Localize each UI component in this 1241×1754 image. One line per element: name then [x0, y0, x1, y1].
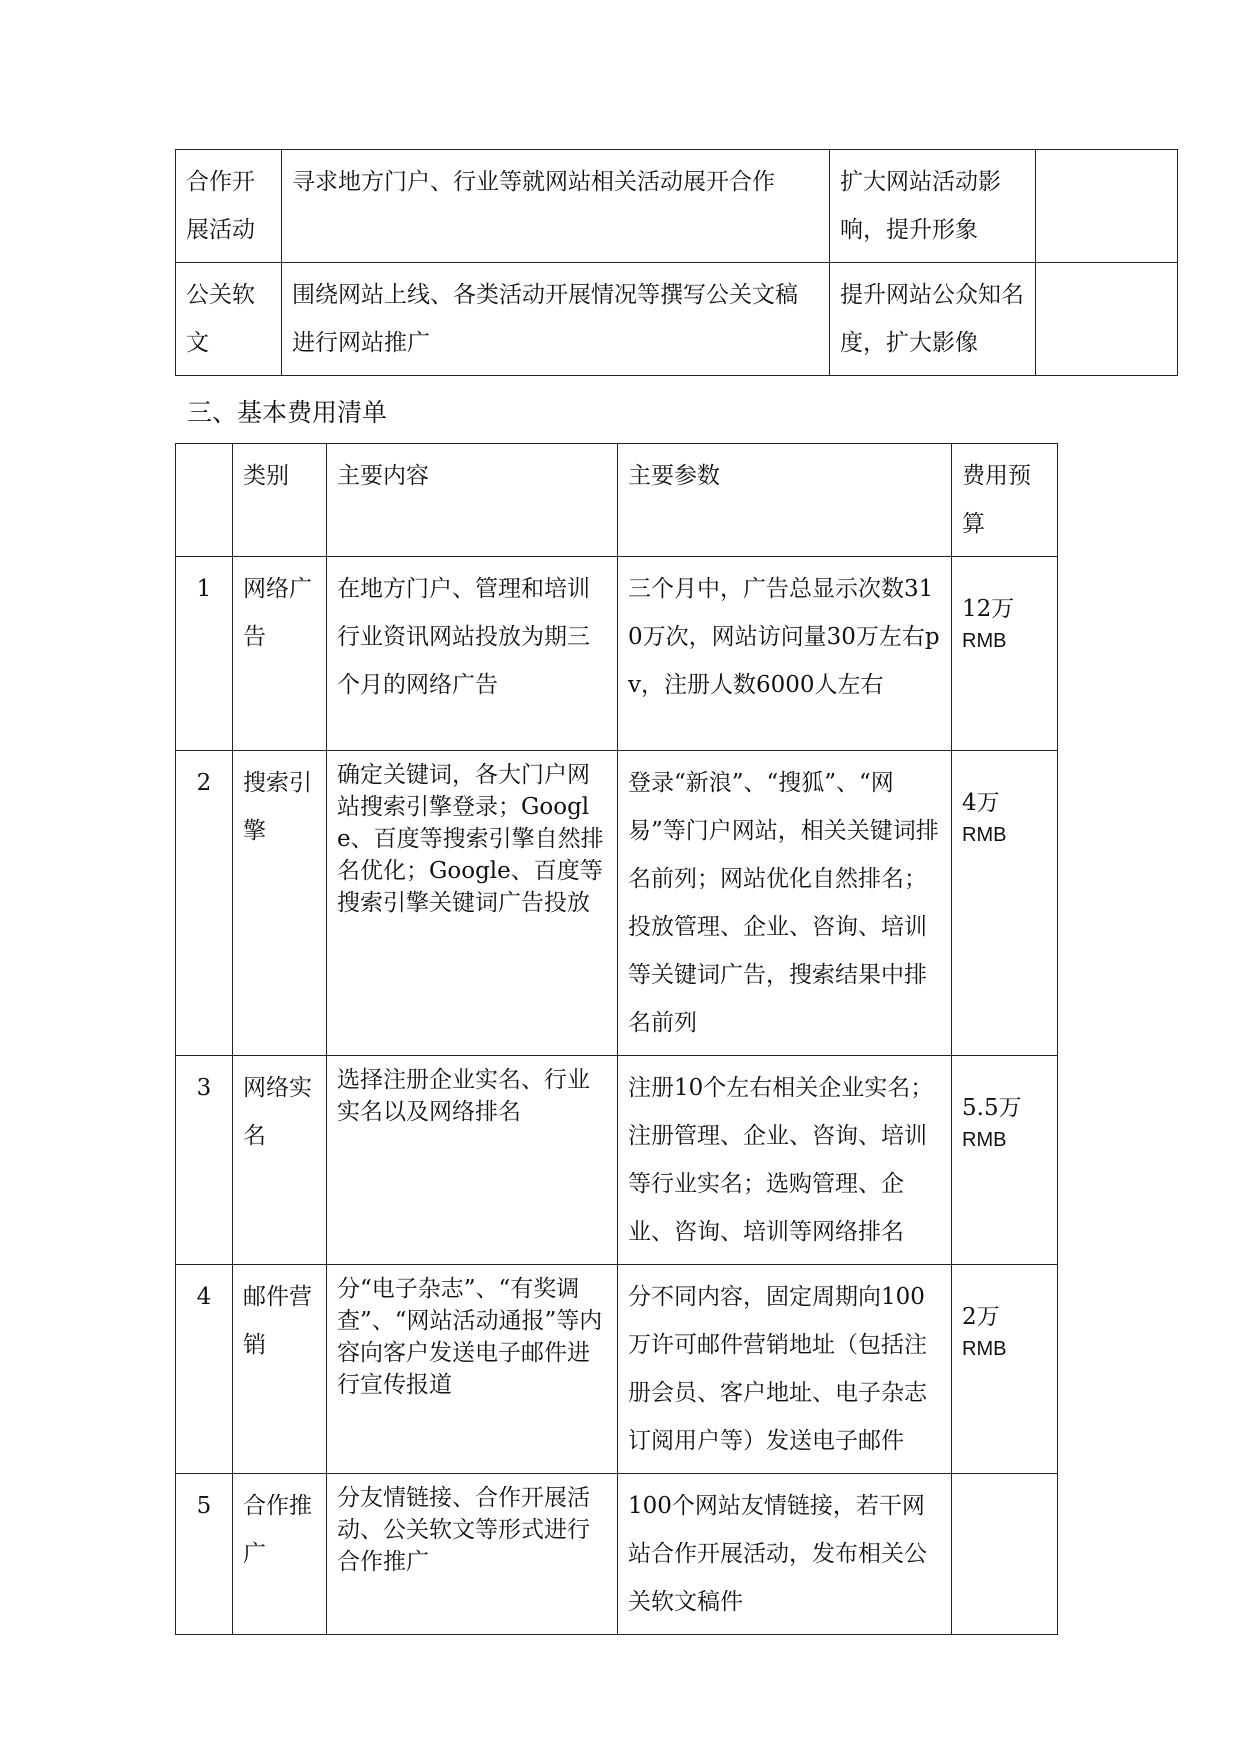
row-params: 注册10个左右相关企业实名；注册管理、企业、咨询、培训等行业实名；选购管理、企业、咨询、培训等网络排名	[628, 1075, 934, 1245]
row-params: 分不同内容，固定周期向100万许可邮件营销地址（包括注册会员、客户地址、电子杂志订阅用户等）发送电子邮件	[628, 1284, 927, 1454]
cost-table	[175, 443, 1058, 1635]
row-params: 100个网站友情链接，若干网站合作开展活动，发布相关公关软文稿件	[628, 1493, 927, 1615]
row-category: 搜索引擎	[243, 770, 312, 844]
header-index	[176, 444, 232, 460]
row-budget	[952, 1056, 1057, 1164]
row-category: 网络广告	[243, 576, 312, 650]
row-content: 分“电子杂志”、“有奖调查”、“网站活动通报”等内容向客户发送电子邮件进行宣传报道	[337, 1276, 603, 1398]
budget-currency: RMB	[962, 1338, 1007, 1360]
table-header-row	[176, 444, 1058, 557]
header-content: 主要内容	[337, 463, 429, 489]
row-category: 合作推广	[243, 1493, 312, 1567]
row-params: 三个月中，广告总显示次数310万次，网站访问量30万左右pv，注册人数6000人左右	[628, 576, 940, 698]
section-heading: 三、基本费用清单	[187, 398, 388, 427]
budget-amount: 12万	[962, 596, 1015, 622]
row-content: 分友情链接、合作开展活动、公关软文等形式进行合作推广	[337, 1485, 590, 1575]
row-budget	[952, 1474, 1057, 1518]
row-category: 邮件营销	[243, 1284, 312, 1358]
row-effect: 提升网站公众知名度，扩大影像	[840, 282, 1024, 356]
table-row	[176, 150, 1178, 263]
budget-amount: 2万	[962, 1304, 1000, 1330]
row-name: 公关软文	[186, 282, 255, 356]
budget-currency: RMB	[962, 1129, 1007, 1151]
budget-currency: RMB	[962, 630, 1007, 652]
row-effect: 扩大网站活动影响，提升形象	[840, 169, 1001, 243]
table-row	[176, 557, 1058, 751]
row-budget	[952, 751, 1057, 859]
row-content: 选择注册企业实名、行业实名以及网络排名	[337, 1067, 590, 1125]
table-row	[176, 1265, 1058, 1474]
header-budget: 费用预算	[962, 463, 1031, 537]
promotion-table	[175, 149, 1178, 376]
row-extra	[1036, 263, 1177, 279]
row-content: 寻求地方门户、行业等就网站相关活动展开合作	[292, 169, 775, 195]
budget-currency: RMB	[962, 824, 1007, 846]
row-budget	[952, 557, 1057, 665]
row-content: 确定关键词，各大门户网站搜索引擎登录；Google、百度等搜索引擎自然排名优化；Google、百度等搜索引擎关键词广告投放	[337, 762, 604, 916]
row-content: 在地方门户、管理和培训行业资讯网站投放为期三个月的网络广告	[337, 576, 590, 698]
row-params: 登录“新浪”、“搜狐”、“网易”等门户网站，相关关键词排名前列；网站优化自然排名；投放管理、企业、咨询、培训等关键词广告，搜索结果中排名前列	[628, 770, 939, 1036]
row-budget	[952, 1265, 1057, 1373]
table-row	[176, 751, 1058, 1056]
header-category: 类别	[243, 463, 289, 489]
header-params: 主要参数	[628, 463, 720, 489]
row-extra	[1036, 150, 1177, 166]
table-row	[176, 1056, 1058, 1265]
row-index: 4	[196, 1284, 212, 1310]
row-category: 网络实名	[243, 1075, 312, 1149]
budget-amount: 5.5万	[962, 1095, 1022, 1121]
row-index: 5	[196, 1493, 212, 1519]
row-name: 合作开展活动	[186, 169, 255, 243]
table-row	[176, 263, 1178, 376]
row-index: 1	[196, 576, 212, 602]
row-index: 3	[196, 1075, 212, 1101]
budget-amount: 4万	[962, 790, 1000, 816]
row-content: 围绕网站上线、各类活动开展情况等撰写公关文稿进行网站推广	[292, 282, 798, 356]
table-row	[176, 1474, 1058, 1635]
row-index: 2	[196, 770, 212, 796]
